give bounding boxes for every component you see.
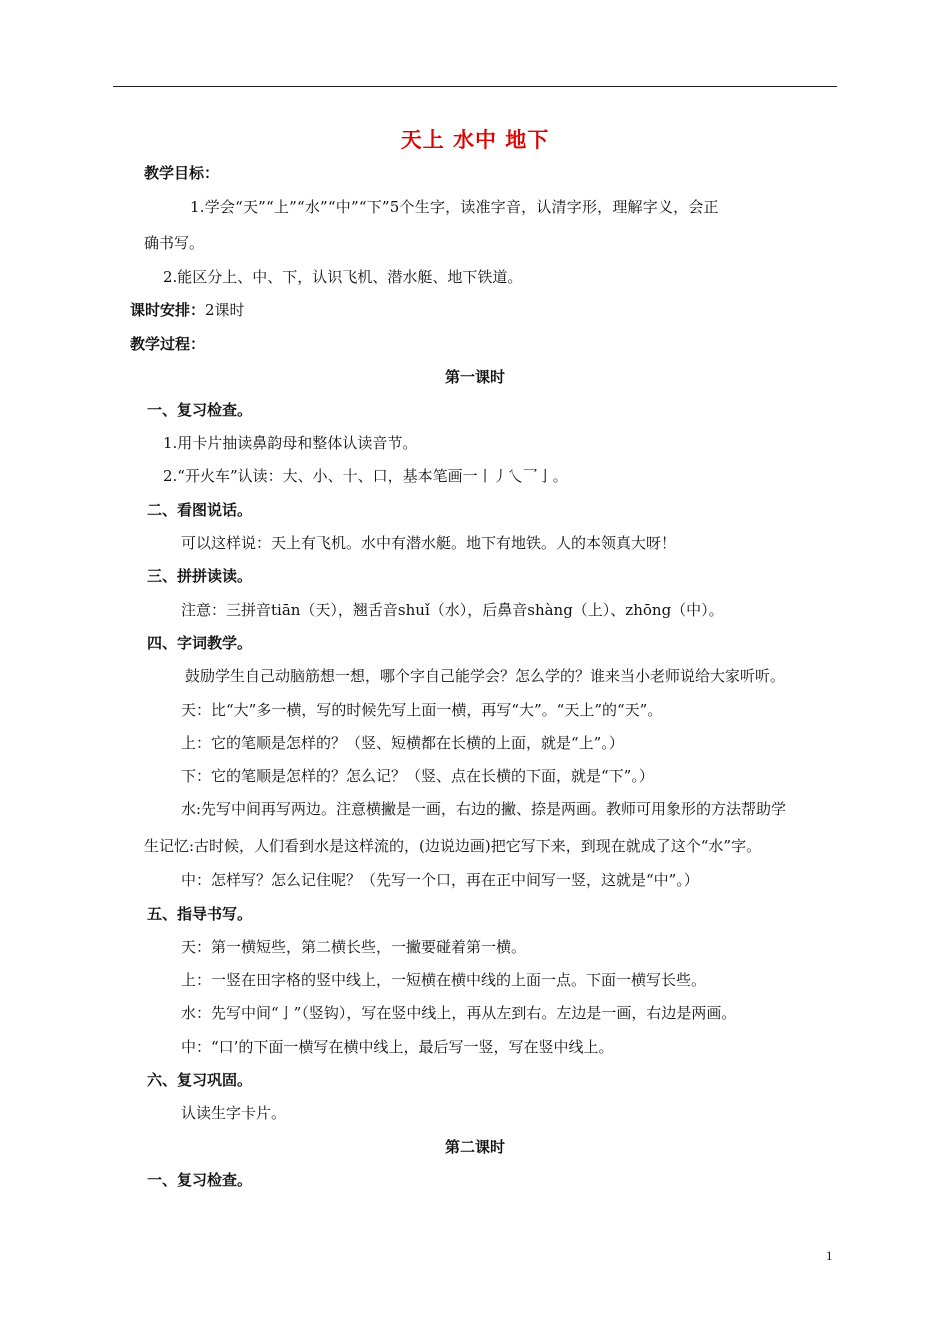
section-4-tian: 天：比“大”多一横，写的时候先写上面一横，再写“大”。“天上”的“天”。 — [181, 701, 663, 719]
section-3-heading: 三、拼拼读读。 — [147, 567, 253, 585]
section-4-intro: 鼓励学生自己动脑筋想一想，哪个字自己能学会？怎么学的？谁来当小老师说给大家听听。 — [185, 667, 786, 685]
section-4-xia: 下：它的笔顺是怎样的？怎么记？（竖、点在长横的下面，就是“下”。） — [181, 767, 654, 785]
schedule — [130, 300, 245, 320]
schedule-value: 2课时 — [205, 301, 245, 319]
page-number: 1 — [826, 1248, 833, 1263]
lesson-2-section-1-heading: 一、复习检查。 — [147, 1171, 253, 1189]
section-6-heading: 六、复习巩固。 — [147, 1071, 253, 1089]
section-6-text: 认读生字卡片。 — [181, 1104, 287, 1122]
lesson-2-heading: 第二课时 — [444, 1138, 505, 1156]
section-2-text: 可以这样说：天上有飞机。水中有潜水艇。地下有地铁。人的本领真大呀！ — [181, 534, 677, 552]
header-rule — [113, 86, 837, 87]
goal-1-line-1: 1.学会“天”“上”“水”“中”“下”5个生字，读准字音，认清字形，理解字义，会正 — [190, 198, 719, 216]
section-5-shang: 上：一竖在田字格的竖中线上，一短横在横中线的上面一点。下面一横写长些。 — [181, 971, 707, 989]
goal-1-line-2: 确书写。 — [144, 234, 205, 252]
page-title: 天上 水中 地下 — [400, 127, 550, 152]
process-heading: 教学过程： — [130, 335, 206, 353]
section-5-zhong: 中：“口’的下面一横写在横中线上，最后写一竖，写在竖中线上。 — [181, 1038, 614, 1056]
section-2-heading: 二、看图说话。 — [147, 501, 253, 519]
section-5-heading: 五、指导书写。 — [147, 905, 253, 923]
section-4-heading: 四、字词教学。 — [147, 634, 253, 652]
lesson-1-heading: 第一课时 — [444, 368, 505, 386]
section-3-text: 注意：三拼音tiān（天），翘舌音shuǐ（水），后鼻音shàng（上）、zhōng（中）。 — [181, 601, 724, 619]
section-5-shui: 水：先写中间“亅”（竖钩），写在竖中线上，再从左到右。左边是一画，右边是两画。 — [181, 1004, 737, 1022]
section-5-tian: 天：第一横短些，第二横长些，一撇要碰着第一横。 — [181, 938, 527, 956]
goal-2: 2.能区分上、中、下，认识飞机、潜水艇、地下铁道。 — [163, 268, 523, 286]
section-1-heading: 一、复习检查。 — [147, 401, 253, 419]
section-4-shui-line-1: 水:先写中间再写两边。注意横撇是一画，右边的撇、捺是两画。教师可用象形的方法帮助学 — [181, 800, 787, 818]
section-1-item-2: 2.“开火车”认读：大、小、十、口，基本笔画一丨丿乀乛亅。 — [163, 467, 568, 485]
goals-heading: 教学目标： — [144, 164, 220, 182]
section-4-shang: 上：它的笔顺是怎样的？（竖、短横都在长横的上面，就是“上”。） — [181, 734, 624, 752]
section-1-item-1: 1.用卡片抽读鼻韵母和整体认读音节。 — [163, 434, 418, 452]
schedule-label: 课时安排： — [130, 301, 206, 319]
section-4-zhong: 中：怎样写？怎么记住呢？（先写一个口，再在正中间写一竖，这就是“中”。） — [181, 871, 699, 889]
section-4-shui-line-2: 生记忆:古时候，人们看到水是这样流的，(边说边画)把它写下来，到现在就成了这个“水”字。 — [144, 837, 762, 855]
